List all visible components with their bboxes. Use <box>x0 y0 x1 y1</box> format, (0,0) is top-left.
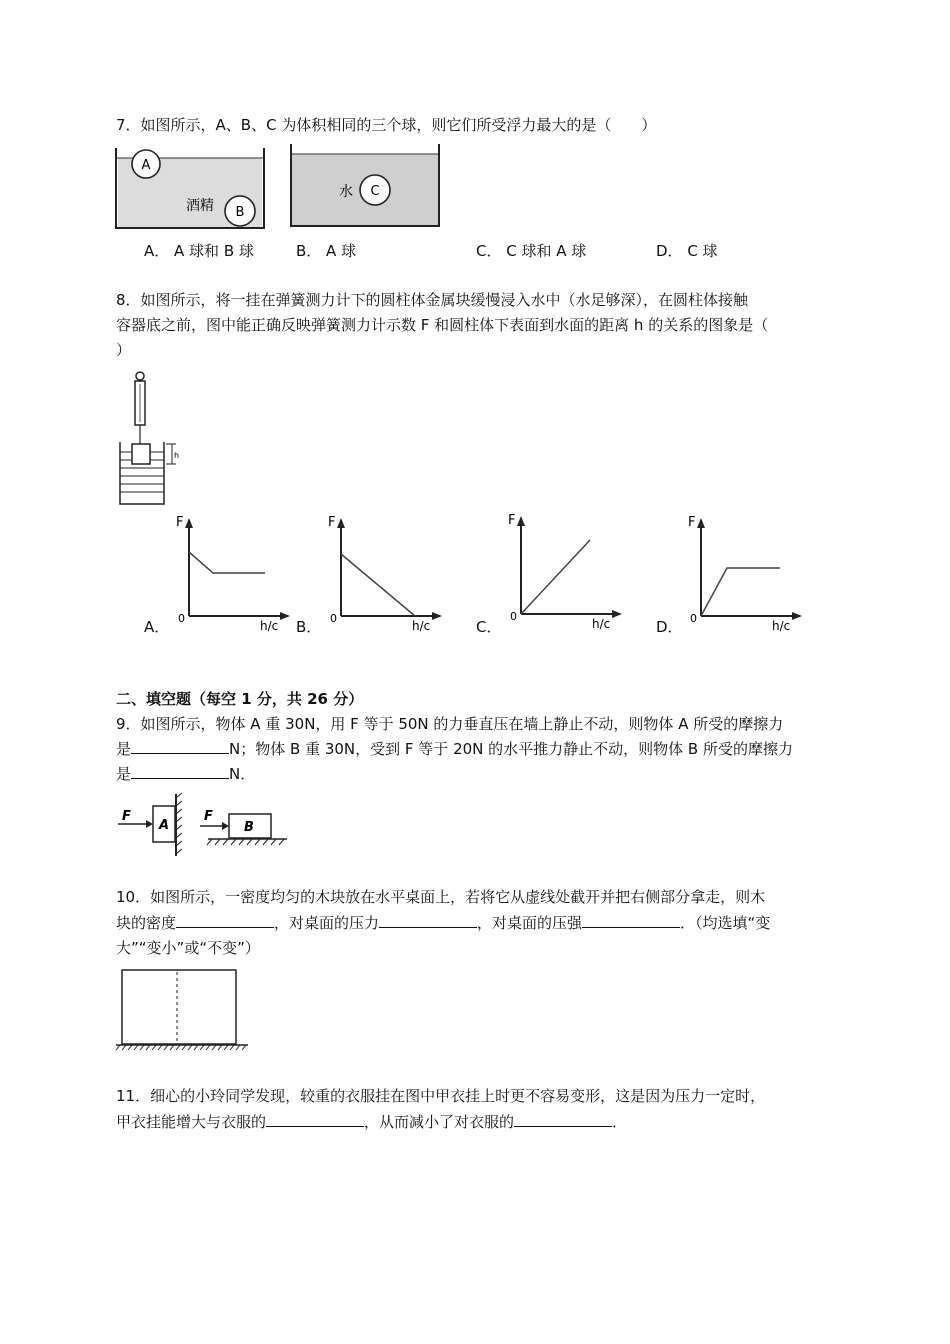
q11-line2-a: 甲衣挂能增大与衣服的 <box>116 1113 267 1131</box>
q9-blank-1[interactable] <box>131 739 229 754</box>
origin-label: 0 <box>178 612 185 625</box>
q9-line3-pre: 是 <box>116 765 132 783</box>
q11-blank-2[interactable] <box>514 1112 612 1127</box>
q9-line2-post: N；物体 B 重 30N，受到 F 等于 20N 的水平推力静止不动，则物体 B 所受的摩擦力 <box>229 740 793 758</box>
alcohol-label: 酒精 <box>186 198 214 214</box>
q10-blank-1[interactable] <box>176 913 274 928</box>
q10-line2-b: ，对桌面的压力 <box>274 914 380 932</box>
q7-figure-water-tank <box>289 144 441 230</box>
ball-a-label: A <box>141 158 151 173</box>
graph-c-curve <box>521 540 590 614</box>
ball-c-label: C <box>370 184 380 199</box>
y-axis-label: F <box>328 515 336 530</box>
q8-option-b: B． <box>296 618 322 636</box>
q11-line2-b: ，从而减小了对衣服的 <box>364 1113 515 1131</box>
q8-option-c: C． <box>476 618 502 636</box>
q10-figure <box>114 966 254 1056</box>
h-label: h <box>174 451 180 460</box>
q10-question-line3: 大”“变小”或“不变”） <box>116 939 260 957</box>
q8-graph-b <box>322 512 452 636</box>
force-label-b: F <box>204 809 213 824</box>
q7-question: 7．如图所示，A、B、C 为体积相同的三个球，则它们所受浮力最大的是（ ） <box>116 116 657 134</box>
q9-line2-pre: 是 <box>116 740 132 758</box>
q7-figure-alcohol-tank <box>114 146 266 232</box>
q9-question-line2 <box>116 738 793 760</box>
block-b-label: B <box>244 820 254 835</box>
q7-option-c: C． C 球和 A 球 <box>476 242 587 260</box>
origin-label: 0 <box>510 610 517 623</box>
q7-option-d: D． C 球 <box>656 242 718 260</box>
q10-question-line2 <box>116 912 770 934</box>
section2-title: 二、填空题（每空 1 分，共 26 分） <box>116 690 364 708</box>
q9-figure <box>112 784 292 860</box>
origin-label: 0 <box>690 612 697 625</box>
q8-option-a: A． <box>144 618 170 636</box>
x-axis-label: h/c <box>772 619 791 633</box>
ball-b-label: B <box>235 205 245 220</box>
y-axis-label: F <box>176 515 184 530</box>
origin-label: 0 <box>330 612 337 625</box>
q9-question-line3 <box>116 763 255 785</box>
q8-graph-c <box>502 510 632 634</box>
wood-block <box>122 970 236 1044</box>
q7-option-b: B． A 球 <box>296 242 357 260</box>
y-axis-label: F <box>688 515 696 530</box>
q11-question-line1: 11．细心的小玲同学发现，较重的衣服挂在图中甲衣挂上时更不容易变形，这是因为压力一定时， <box>116 1087 766 1105</box>
q8-option-d: D． <box>656 618 683 636</box>
q10-line2-c: ，对桌面的压强 <box>477 914 583 932</box>
q8-question-line3: ） <box>116 341 132 359</box>
water-label: 水 <box>339 184 353 200</box>
force-label-a: F <box>122 809 131 824</box>
q10-blank-3[interactable] <box>582 913 680 928</box>
q11-line2-c: ． <box>612 1113 628 1131</box>
q10-blank-2[interactable] <box>379 913 477 928</box>
graph-b-curve <box>341 554 415 616</box>
q8-graph-a <box>170 512 300 636</box>
q9-question-line1: 9．如图所示，物体 A 重 30N，用 F 等于 50N 的力垂直压在墙上静止不动，则物体 A 所受的摩擦力 <box>116 715 784 733</box>
q8-question-line1: 8．如图所示，将一挂在弹簧测力计下的圆柱体金属块缓慢浸入水中（水足够深），在圆柱体接触 <box>116 291 749 309</box>
q10-line2-a: 块的密度 <box>116 914 177 932</box>
block-a-label: A <box>159 818 170 833</box>
graph-a-curve <box>189 552 265 573</box>
q11-question-line2 <box>116 1111 627 1133</box>
x-axis-label: h/c <box>412 619 431 633</box>
graph-d-curve <box>701 568 780 616</box>
q7-option-a: A． A 球和 B 球 <box>144 242 254 260</box>
q8-graph-d <box>682 512 812 636</box>
x-axis-label: h/c <box>260 619 279 633</box>
q8-question-line2: 容器底之前，图中能正确反映弹簧测力计示数 F 和圆柱体下表面到水面的距离 h 的关系的图象是（ <box>116 316 769 334</box>
q10-line2-d: ．（均选填“变 <box>680 914 771 932</box>
q9-blank-2[interactable] <box>131 764 229 779</box>
y-axis-label: F <box>508 513 516 528</box>
q11-blank-1[interactable] <box>266 1112 364 1127</box>
q8-spring-scale-figure <box>114 368 184 508</box>
x-axis-label: h/c <box>592 617 611 631</box>
q9-line3-post: N． <box>229 765 256 783</box>
q10-question-line1: 10．如图所示，一密度均匀的木块放在水平桌面上，若将它从虚线处截开并把右侧部分拿走，则木 <box>116 888 766 906</box>
